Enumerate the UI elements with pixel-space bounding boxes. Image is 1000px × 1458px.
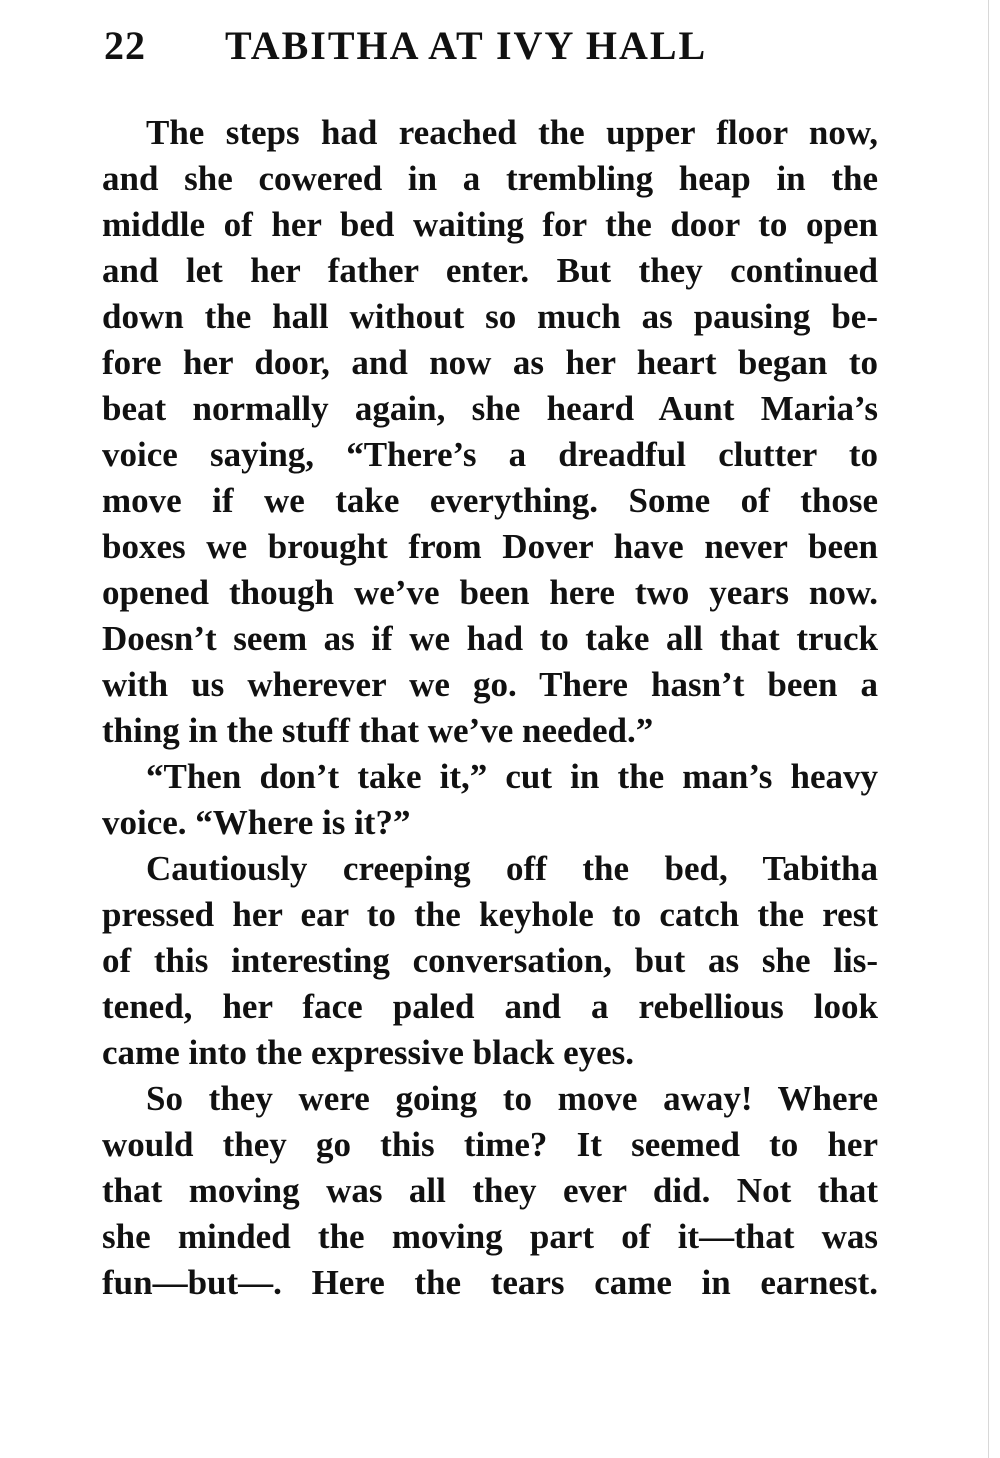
text-line: fore her door, and now as her heart began to bbox=[102, 343, 878, 382]
running-title: TABITHA AT IVY HALL bbox=[225, 23, 708, 68]
text-line: boxes we brought from Dover have never been bbox=[102, 527, 878, 566]
text-line: pressed her ear to the keyhole to catch the rest bbox=[102, 895, 878, 934]
text-line: thing in the stuff that we’ve needed.” bbox=[102, 711, 654, 750]
text-line: voice. “Where is it?” bbox=[102, 803, 411, 842]
text-line: of this interesting conversation, but as she lis- bbox=[102, 941, 878, 980]
text-line: opened though we’ve been here two years now. bbox=[102, 573, 878, 612]
text-line: would they go this time? It seemed to her bbox=[102, 1125, 878, 1164]
page-edge-line bbox=[988, 0, 989, 1458]
text-line: middle of her bed waiting for the door to open bbox=[102, 205, 878, 244]
text-line: beat normally again, she heard Aunt Maria’s bbox=[102, 389, 878, 428]
body-text bbox=[102, 110, 878, 1306]
text-line: Doesn’t seem as if we had to take all that truck bbox=[102, 619, 878, 658]
text-line: with us wherever we go. There hasn’t been a bbox=[102, 665, 878, 704]
text-line: fun—but—. Here the tears came in earnest. bbox=[102, 1263, 878, 1302]
text-line: move if we take everything. Some of those bbox=[102, 481, 878, 520]
text-line: So they were going to move away! Where bbox=[146, 1079, 878, 1118]
text-line: down the hall without so much as pausing be- bbox=[102, 297, 878, 336]
text-line: “Then don’t take it,” cut in the man’s heavy bbox=[146, 757, 878, 796]
text-line: and let her father enter. But they continued bbox=[102, 251, 878, 290]
text-line: she minded the moving part of it—that was bbox=[102, 1217, 878, 1256]
text-line: The steps had reached the upper floor now, bbox=[146, 113, 878, 152]
text-line: and she cowered in a trembling heap in the bbox=[102, 159, 878, 198]
page-number: 22 bbox=[104, 23, 146, 68]
text-line: that moving was all they ever did. Not that bbox=[102, 1171, 878, 1210]
text-line: Cautiously creeping off the bed, Tabitha bbox=[146, 849, 878, 888]
text-line: tened, her face paled and a rebellious look bbox=[102, 987, 878, 1026]
text-line: voice saying, “There’s a dreadful clutter to bbox=[102, 435, 878, 474]
text-line: came into the expressive black eyes. bbox=[102, 1033, 635, 1072]
running-header bbox=[104, 16, 707, 76]
